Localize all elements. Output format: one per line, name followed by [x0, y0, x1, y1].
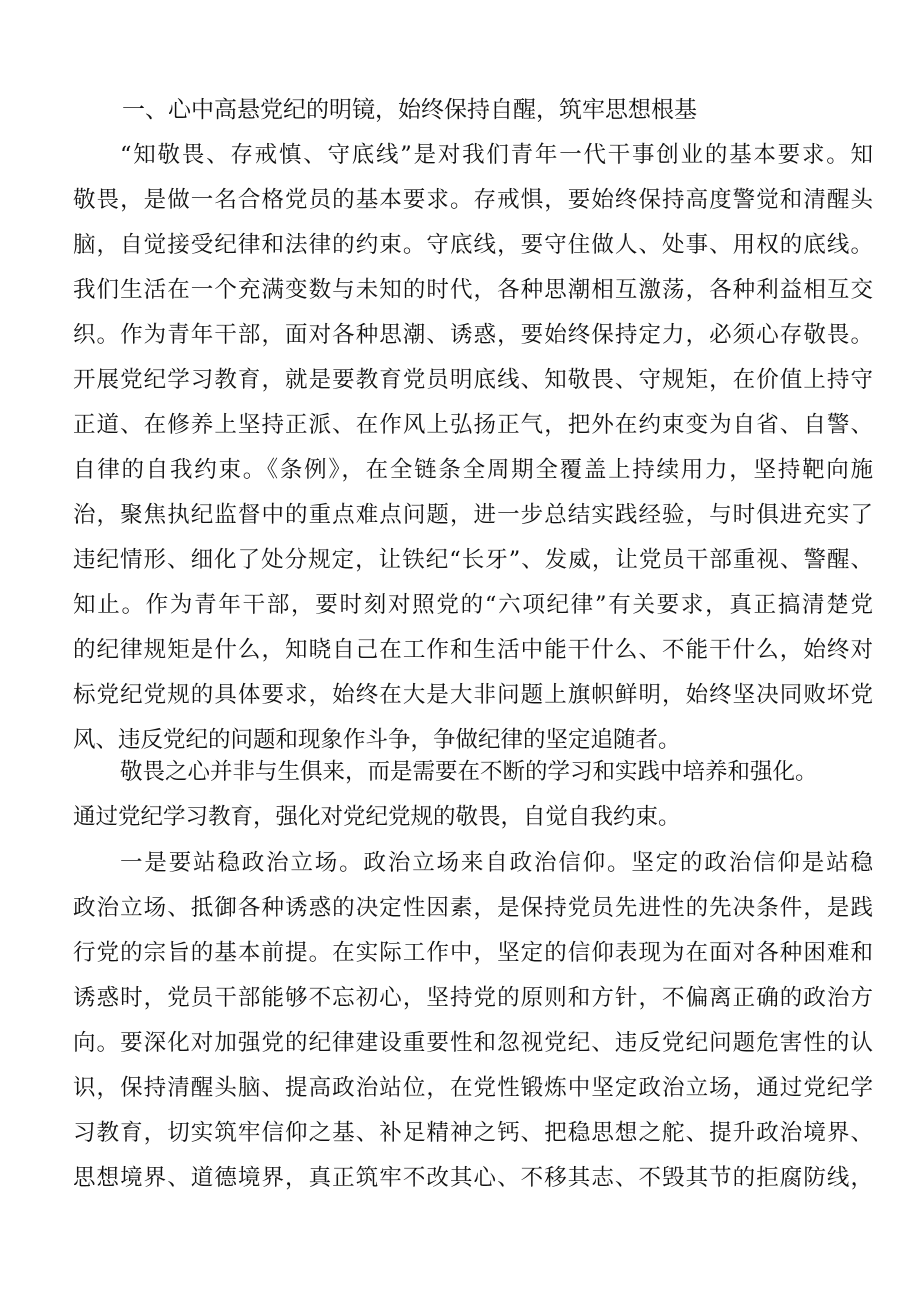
text-line: 识，保持清醒头脑、提高政治站位，在党性锻炼中坚定政治立场，通过党纪学 — [73, 1075, 873, 1101]
text-line: 自律的自我约束。《条例》，在全链条全周期全覆盖上持续用力，坚持靶向施 — [73, 457, 873, 483]
text-line: 的纪律规矩是什么，知晓自己在工作和生活中能干什么、不能干什么，始终对 — [73, 637, 873, 663]
text-line: 风、违反党纪的问题和现象作斗争，争做纪律的坚定追随者。 — [73, 727, 681, 753]
paragraph-3 — [73, 841, 873, 1201]
text-line: 脑，自觉接受纪律和法律的约束。守底线，要守住做人、处事、用权的底线。 — [73, 232, 873, 258]
paragraph-1 — [73, 133, 873, 763]
text-line: 行党的宗旨的基本前提。在实际工作中，坚定的信仰表现为在面对各种困难和 — [73, 940, 873, 966]
text-line: 通过党纪学习教育，强化对党纪党规的敬畏，自觉自我约束。 — [73, 804, 681, 830]
text-line: 敬畏之心并非与生俱来，而是需要在不断的学习和实践中培养和强化。 — [120, 759, 818, 785]
text-line: 正道、在修养上坚持正派、在作风上弘扬正气，把外在约束变为自省、自警、 — [73, 412, 873, 438]
text-line: 向。要深化对加强党的纪律建设重要性和忽视党纪、违反党纪问题危害性的认 — [73, 1030, 873, 1056]
text-line: 开展党纪学习教育，就是要教育党员明底线、知敬畏、守规矩，在价值上持守 — [73, 367, 873, 393]
section-heading: 一、心中高悬党纪的明镜，始终保持自醒，筑牢思想根基 — [122, 97, 697, 123]
text-line: 政治立场、抵御各种诱惑的决定性因素，是保持党员先进性的先决条件，是践 — [73, 895, 873, 921]
paragraph-2 — [73, 750, 873, 840]
text-line: 我们生活在一个充满变数与未知的时代，各种思潮相互激荡，各种利益相互交 — [73, 277, 873, 303]
text-line: 织。作为青年干部，面对各种思潮、诱惑，要始终保持定力，必须心存敬畏。 — [73, 322, 873, 348]
text-line: 一是要站稳政治立场。政治立场来自政治信仰。坚定的政治信仰是站稳 — [120, 850, 873, 876]
text-line: 知止。作为青年干部，要时刻对照党的“六项纪律”有关要求，真正搞清楚党 — [73, 592, 873, 618]
text-line: “知敬畏、存戒慎、守底线”是对我们青年一代干事创业的基本要求。知 — [120, 142, 873, 168]
text-line: 诱惑时，党员干部能够不忘初心，坚持党的原则和方针，不偏离正确的政治方 — [73, 985, 873, 1011]
text-line: 违纪情形、细化了处分规定，让铁纪“长牙”、发威，让党员干部重视、警醒、 — [73, 547, 873, 573]
text-line: 敬畏，是做一名合格党员的基本要求。存戒惧，要始终保持高度警觉和清醒头 — [73, 187, 873, 213]
text-line: 标党纪党规的具体要求，始终在大是大非问题上旗帜鲜明，始终坚决同败坏党 — [73, 682, 873, 708]
text-line: 治，聚焦执纪监督中的重点难点问题，进一步总结实践经验，与时俱进充实了 — [73, 502, 873, 528]
text-line: 习教育，切实筑牢信仰之基、补足精神之钙、把稳思想之舵、提升政治境界、 — [73, 1120, 873, 1146]
text-line: 思想境界、道德境界，真正筑牢不改其心、不移其志、不毁其节的拒腐防线， — [73, 1165, 873, 1191]
